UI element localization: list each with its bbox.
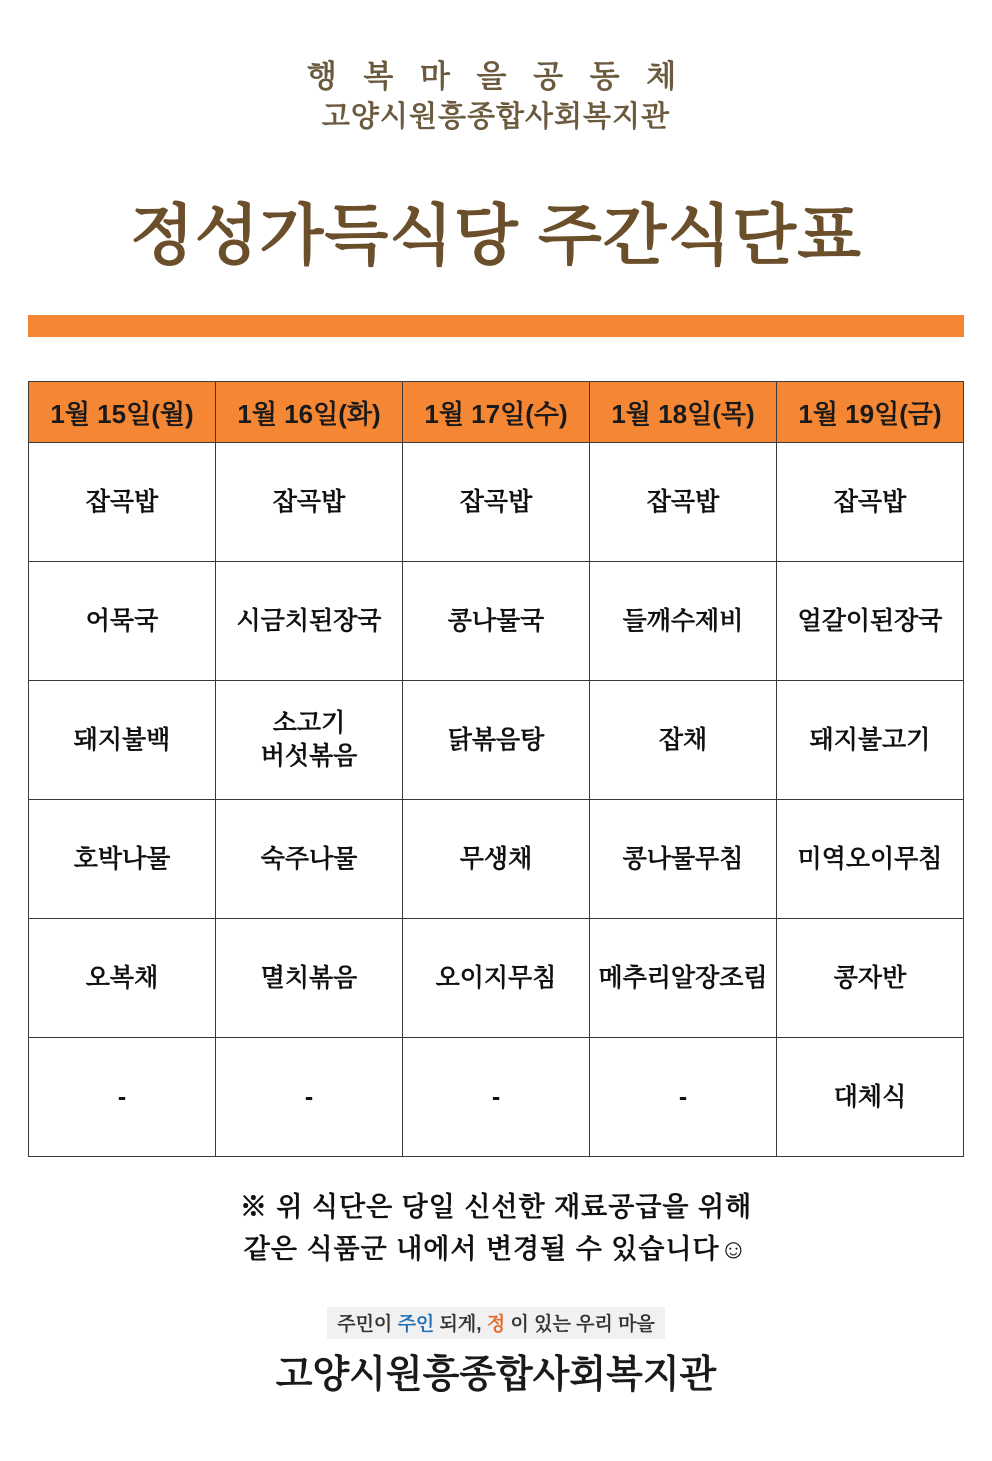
footer-slogan-highlight-blue: 주인 xyxy=(397,1314,435,1336)
menu-cell: 돼지불백 xyxy=(29,681,216,800)
menu-cell: 잡채 xyxy=(590,681,777,800)
menu-note xyxy=(0,1187,992,1271)
page-title: 정성가득식당 주간식단표 xyxy=(130,198,862,273)
menu-cell: 얼갈이된장국 xyxy=(777,562,964,681)
weekly-menu-table xyxy=(28,381,964,1157)
table-row xyxy=(29,1038,964,1157)
menu-poster xyxy=(0,58,992,1461)
footer-slogan xyxy=(327,1307,665,1339)
menu-cell: 숙주나물 xyxy=(216,800,403,919)
menu-cell: 잡곡밥 xyxy=(403,443,590,562)
menu-cell: 잡곡밥 xyxy=(29,443,216,562)
organization-header xyxy=(0,58,992,136)
menu-cell: 콩자반 xyxy=(777,919,964,1038)
menu-cell: 소고기 버섯볶음 xyxy=(216,681,403,800)
footer-slogan-pre: 주민이 xyxy=(337,1314,398,1336)
note-line-1: ※ 위 식단은 당일 신선한 재료공급을 위해 xyxy=(239,1192,753,1223)
orange-divider xyxy=(28,315,964,337)
column-header-thu: 1월 18일(목) xyxy=(590,382,777,443)
menu-cell: 닭볶음탕 xyxy=(403,681,590,800)
menu-cell: 오복채 xyxy=(29,919,216,1038)
menu-cell: 어묵국 xyxy=(29,562,216,681)
menu-cell: 호박나물 xyxy=(29,800,216,919)
footer-slogan-highlight-orange: 정 xyxy=(486,1314,506,1336)
menu-cell: 시금치된장국 xyxy=(216,562,403,681)
menu-cell: 오이지무침 xyxy=(403,919,590,1038)
footer-slogan-mid: 되게, xyxy=(434,1314,487,1336)
menu-cell: 들깨수제비 xyxy=(590,562,777,681)
column-header-fri: 1월 19일(금) xyxy=(777,382,964,443)
menu-cell: - xyxy=(403,1038,590,1157)
menu-cell: 대체식 xyxy=(777,1038,964,1157)
menu-cell: 돼지불고기 xyxy=(777,681,964,800)
table-header-row xyxy=(29,382,964,443)
table-row xyxy=(29,681,964,800)
footer-slogan-post: 이 있는 우리 마을 xyxy=(505,1314,655,1336)
menu-cell: - xyxy=(590,1038,777,1157)
footer-logo xyxy=(0,1307,992,1398)
table-header xyxy=(29,382,964,443)
menu-cell: 미역오이무침 xyxy=(777,800,964,919)
column-header-mon: 1월 15일(월) xyxy=(29,382,216,443)
table-row xyxy=(29,562,964,681)
menu-cell: 잡곡밥 xyxy=(216,443,403,562)
menu-cell: 콩나물국 xyxy=(403,562,590,681)
menu-cell: 무생채 xyxy=(403,800,590,919)
menu-cell: - xyxy=(29,1038,216,1157)
footer-organization-name: 고양시원흥종합사회복지관 xyxy=(275,1354,717,1397)
menu-cell: 잡곡밥 xyxy=(590,443,777,562)
menu-cell: 메추리알장조림 xyxy=(590,919,777,1038)
column-header-wed: 1월 17일(수) xyxy=(403,382,590,443)
menu-cell: 콩나물무침 xyxy=(590,800,777,919)
table-body xyxy=(29,443,964,1157)
table-row xyxy=(29,800,964,919)
table-row xyxy=(29,443,964,562)
column-header-tue: 1월 16일(화) xyxy=(216,382,403,443)
community-slogan: 행 복 마 을 공 동 체 xyxy=(306,59,686,94)
menu-cell: 잡곡밥 xyxy=(777,443,964,562)
menu-cell: 멸치볶음 xyxy=(216,919,403,1038)
organization-name: 고양시원흥종합사회복지관 xyxy=(321,100,671,133)
menu-cell: - xyxy=(216,1038,403,1157)
table-row xyxy=(29,919,964,1038)
weekly-menu-table-wrapper xyxy=(28,381,964,1157)
note-line-2: 같은 식품군 내에서 변경될 수 있습니다☺ xyxy=(243,1234,749,1265)
